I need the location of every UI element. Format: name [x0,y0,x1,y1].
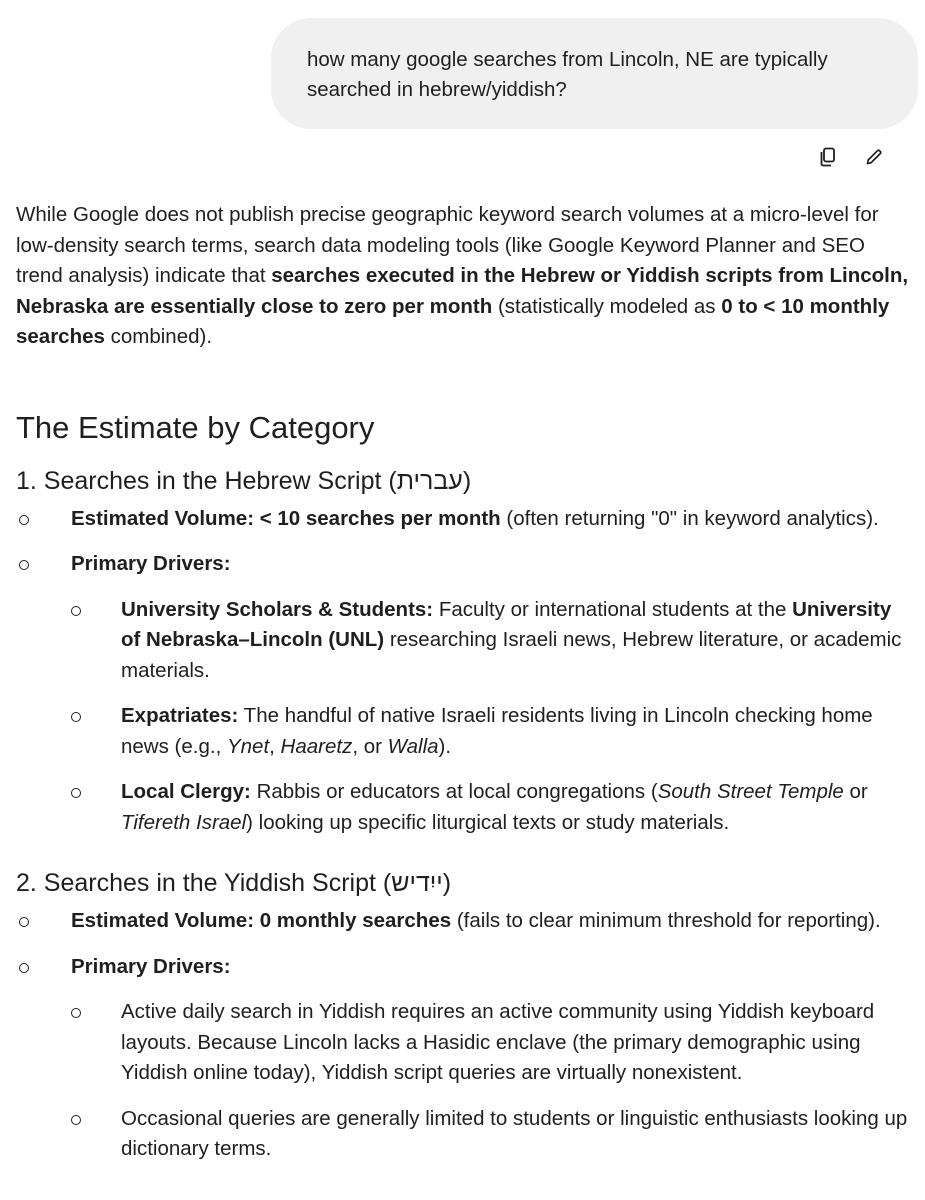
driver-text: , [269,734,281,758]
driver-text: ). [438,734,452,758]
list-item [71,701,916,762]
intro-text: (statistically modeled as [492,294,722,318]
driver-text: or [843,780,868,803]
drivers-list [71,595,916,839]
intro-bold: 0 to < 10 monthly searches [16,294,890,348]
driver-label: Expatriates: [121,704,239,727]
intro-text: combined). [104,325,213,348]
driver-italic: South Street Temple [657,780,844,803]
driver-label: Local Clergy: [121,780,251,803]
bullet-icon [19,560,29,570]
list-item [71,777,916,838]
list-item [16,952,916,1165]
yiddish-list [16,906,916,1165]
bullet-icon [71,712,81,722]
driver-text: ) looking up specific liturgical texts or study materials. [246,810,730,834]
driver-text: Occasional queries are generally limited to students or linguistic enthusiasts looking up dictionary terms. [121,1106,908,1160]
list-item [71,997,916,1089]
pencil-icon [865,148,883,166]
driver-label: University Scholars & Students: [121,597,434,621]
driver-italic: Ynet [226,734,270,758]
bullet-icon [71,1008,81,1018]
volume-label: Estimated Volume: < 10 searches per month [71,506,501,530]
message-actions [810,140,892,174]
driver-text: Rabbis or educators at local congregations ( [250,780,658,803]
volume-label: Estimated Volume: 0 monthly searches [71,909,452,932]
hebrew-heading: 1. Searches in the Hebrew Script (עברית) [16,466,472,495]
bullet-icon [19,515,29,525]
driver-bold: University of Nebraska–Lincoln (UNL) [121,597,892,651]
bullet-icon [19,917,29,927]
copy-button[interactable] [810,140,846,174]
list-item [16,549,916,838]
drivers-list [71,997,916,1165]
list-item [16,504,916,535]
edit-button[interactable] [856,140,892,174]
bullet-icon [71,788,81,798]
driver-text: , or [352,734,388,758]
hebrew-list [16,504,916,839]
volume-text: (often returning "0" in keyword analytics). [500,506,879,530]
list-item [71,1104,916,1165]
driver-text: Faculty or international students at the [433,597,793,621]
user-message-bubble [271,18,918,129]
bullet-icon [71,1115,81,1125]
driver-text: Active daily search in Yiddish requires an active community using Yiddish keyboard layouts. Because Lincoln lacks a Hasidic enclave (the primary demographic using Yiddish online today), Yiddish script queries are virtually nonexistent. [121,1000,875,1084]
intro-bold: searches executed in the Hebrew or Yiddish scripts from Lincoln, Nebraska are essentially close to zero per month [16,264,909,318]
bullet-icon [19,963,29,973]
model-response [16,200,916,1180]
driver-italic: Walla [387,734,439,758]
bullet-icon [71,606,81,616]
driver-text: The handful of native Israeli residents living in Lincoln checking home news (e.g., [121,704,873,758]
intro-text: While Google does not publish precise geographic keyword search volumes at a micro-level for low-density search terms, search data modeling tools (like Google Keyword Planner and SEO trend analysis) indicate that [16,203,879,287]
yiddish-heading: 2. Searches in the Yiddish Script (ייִדיש) [16,869,452,897]
driver-text: researching Israeli news, Hebrew literature, or academic materials. [121,628,902,682]
drivers-label: Primary Drivers: [71,954,231,978]
list-item [71,595,916,687]
user-message-text: how many google searches from Lincoln, NE are typically searched in hebrew/yiddish? [307,48,828,101]
driver-italic: Haaretz [280,734,353,758]
list-item [16,906,916,937]
section-heading: The Estimate by Category [16,409,375,445]
drivers-label: Primary Drivers: [71,552,231,575]
driver-italic: Tifereth Israel [121,810,247,834]
copy-icon [819,147,837,167]
volume-text: (fails to clear minimum threshold for reporting). [451,909,881,932]
intro-paragraph [16,200,916,353]
